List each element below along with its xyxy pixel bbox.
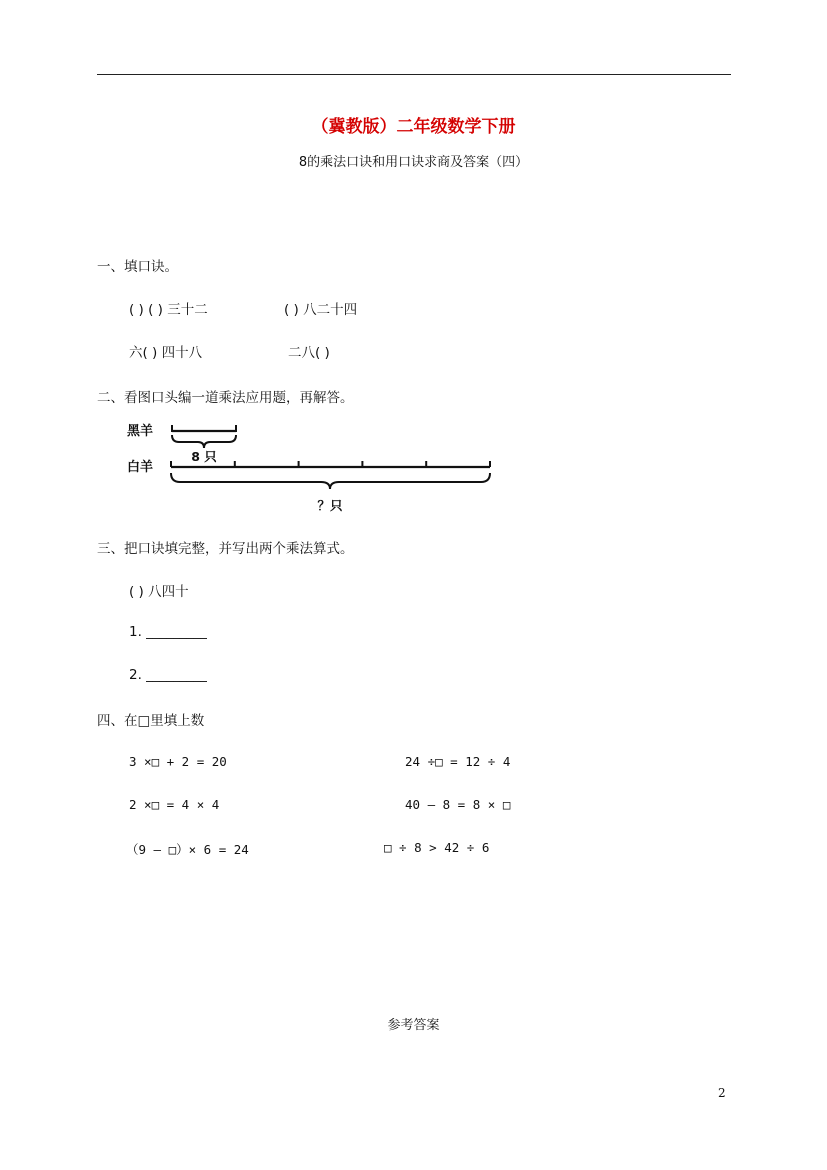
answer-heading: 参考答案	[387, 1018, 440, 1033]
section1-heading: 一、填口诀。	[97, 259, 178, 275]
section3-answer-line-1: 1. _________	[129, 624, 207, 640]
section1-item-3: 六( ) 四十八	[129, 345, 203, 361]
section2-heading: 二、看图口头编一道乘法应用题，再解答。	[97, 390, 354, 406]
section3-heading: 三、把口诀填完整，并写出两个乘法算式。	[97, 541, 354, 557]
section1-item-2: ( ) 八二十四	[284, 302, 358, 318]
header-rule	[97, 74, 731, 75]
equation-1-1: 3 ×□ + 2 = 20	[129, 754, 227, 769]
section4-heading: 四、在□里填上数	[97, 713, 205, 729]
white-sheep-brace	[171, 473, 490, 489]
section1-item-1: ( ) ( ) 三十二	[129, 302, 208, 318]
sheep-bar-diagram	[125, 418, 500, 518]
white-sheep-label: 白羊	[127, 460, 154, 475]
equation-2-1: 2 ×□ = 4 × 4	[129, 797, 220, 812]
black-sheep-label: 黑羊	[127, 424, 154, 439]
black-sheep-count-label: 8 只	[191, 449, 217, 464]
white-sheep-count-label: ？只	[317, 498, 343, 513]
equation-2-2: 40 – 8 = 8 × □	[405, 797, 511, 812]
equation-3-1: （9 – □）× 6 = 24	[126, 842, 249, 857]
section3-item: ( ) 八四十	[129, 584, 189, 600]
equation-1-2: 24 ÷□ = 12 ÷ 4	[405, 754, 511, 769]
equation-3-2: □ ÷ 8 > 42 ÷ 6	[384, 840, 490, 855]
page-number: 2	[718, 1086, 726, 1100]
section1-item-4: 二八( )	[288, 345, 330, 361]
section3-answer-line-2: 2. _________	[129, 667, 207, 683]
black-sheep-brace	[172, 435, 236, 448]
document-subtitle: 8的乘法口诀和用口诀求商及答案（四）	[298, 155, 529, 170]
document-title: （冀教版）二年级数学下册	[311, 117, 516, 137]
